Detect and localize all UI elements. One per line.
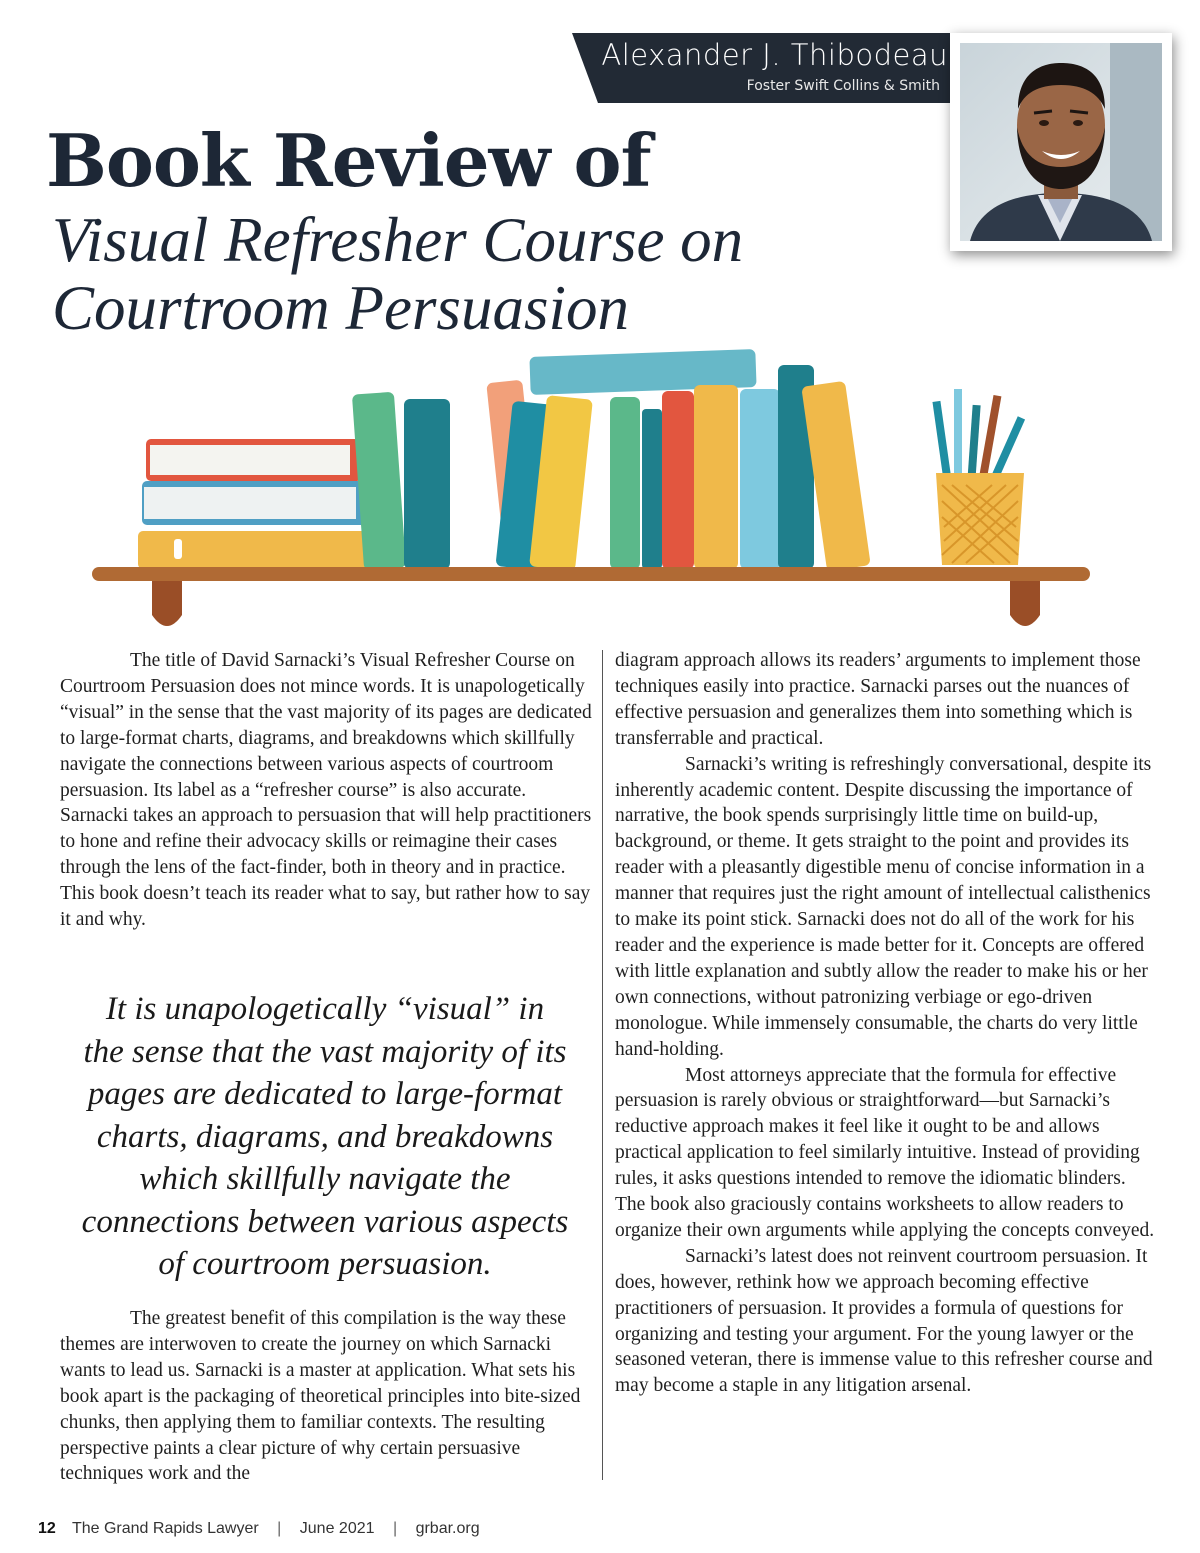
body-column-right xyxy=(615,648,1155,1399)
paragraph: Most attorneys appreciate that the formula for effective persuasion is rarely obvious or straightforward—but Sarnacki’s reductive approach makes it feel like it ought to be and allows practical application to feel similarly intuitive. Instead of providing rules, it asks questions intended to remove the idiomatic blinders. The book also graciously contains worksheets to allow readers to organize their own arguments while applying the concepts conveyed. xyxy=(615,1064,1155,1241)
pull-quote-line: It is unapologetically “visual” in xyxy=(105,991,545,1027)
bookshelf-illustration xyxy=(86,345,1096,637)
body-column-left xyxy=(60,648,595,933)
book-title-line-1: Visual Refresher Course on xyxy=(52,205,744,275)
body-column-left-continued xyxy=(60,1306,595,1487)
pull-quote xyxy=(52,988,598,1286)
book-gold xyxy=(694,385,738,569)
page-footer xyxy=(38,1520,480,1538)
author-portrait-image xyxy=(960,43,1162,241)
pull-quote-line: connections between various aspects xyxy=(81,1203,569,1240)
page-number: 12 xyxy=(38,1520,56,1537)
pull-quote-line: of courtroom persuasion. xyxy=(158,1246,492,1282)
paragraph: Sarnacki’s latest does not reinvent courtroom persuasion. It does, however, rethink how we approach becoming effective practitioners of persuasion. It provides a formula of questions for organizing and testing your argument. For the young lawyer or the seasoned veteran, there is immense value to this refresher course and may become a staple in any litigation arsenal. xyxy=(615,1245,1153,1397)
pull-quote-line: pages are dedicated to large-format xyxy=(87,1076,563,1112)
book-title-line-2: Courtroom Persuasion xyxy=(52,273,629,343)
paragraph: diagram approach allows its readers’ arguments to implement those techniques easily into practice. Sarnacki parses out the nuances of effective persuasion and generalizes them into something which is transferrable and practical. xyxy=(615,650,1141,749)
pull-quote-line: which skillfully navigate the xyxy=(139,1161,511,1197)
book-green-2 xyxy=(610,397,640,569)
paragraph: Sarnacki’s writing is refreshingly conversational, despite its inherently academic content. Despite discussing the importance of narrative, the book spends surprisingly little time on build-up, background, or theme. It gets straight to the point and provides its reader with a pleasantly digestible menu of concise information in a manner that requires just the right amount of intellectual calisthenics to make its point stick. Sarnacki does not do all of the work for his reader and the experience is made better for it. Concepts are offered with little explanation and subtly allow the reader to make his or her own connections, without patronizing verbiage or ego-driven monologue. While immensely consumable, the charts do very little hand-holding. xyxy=(615,753,1152,1060)
author-photo xyxy=(950,33,1172,251)
footer-separator: | xyxy=(392,1520,398,1537)
book-sky xyxy=(740,389,780,569)
shelf-bracket-right xyxy=(1010,581,1040,626)
stacked-book-yellow xyxy=(138,531,372,569)
book-teal xyxy=(404,399,450,569)
article-title: Book Review of xyxy=(46,118,651,203)
publication-name: The Grand Rapids Lawyer xyxy=(71,1520,259,1537)
footer-separator: | xyxy=(277,1520,282,1537)
book-coral xyxy=(662,391,694,569)
pull-quote-line: the sense that the vast majority of its xyxy=(83,1033,567,1070)
column-divider xyxy=(602,650,603,1480)
shelf-board xyxy=(92,567,1090,581)
paragraph: The greatest benefit of this compilation is the way these themes are interwoven to create the journey on which Sarnacki wants to lead us. Sarnacki is a master at application. What sets his book apart is the packaging of theoretical principles into bite-sized chunks, then applying them to familiar contexts. The resulting perspective paints a clear picture of why certain persuasive techniques work and the xyxy=(60,1308,581,1485)
pull-quote-line: charts, diagrams, and breakdowns xyxy=(96,1118,554,1155)
book-title xyxy=(52,206,852,342)
paragraph: The title of David Sarnacki’s Visual Refresher Course on Courtroom Persuasion does not mince words. It is unapologetically “visual” in the sense that the vast majority of its pages are dedicated to large-format charts, diagrams, and breakdowns which skillfully navigate the connections between various aspects of courtroom persuasion. Its label as a “refresher course” is also accurate. Sarnacki takes an approach to persuasion that will help practitioners to hone and refine their advocacy skills or reimagine their cases through the lens of the fact-finder, both in theory and in practice. This book doesn’t teach its reader what to say, but rather how to say it and why. xyxy=(60,650,592,931)
shelf-bracket-left xyxy=(152,581,182,626)
website-link[interactable]: grbar.org xyxy=(415,1520,480,1537)
author-firm: Foster Swift Collins & Smith xyxy=(746,78,940,94)
author-name: Alexander J. Thibodeau xyxy=(601,38,948,72)
issue-date: June 2021 xyxy=(299,1520,375,1537)
book-teal-2 xyxy=(642,409,662,569)
